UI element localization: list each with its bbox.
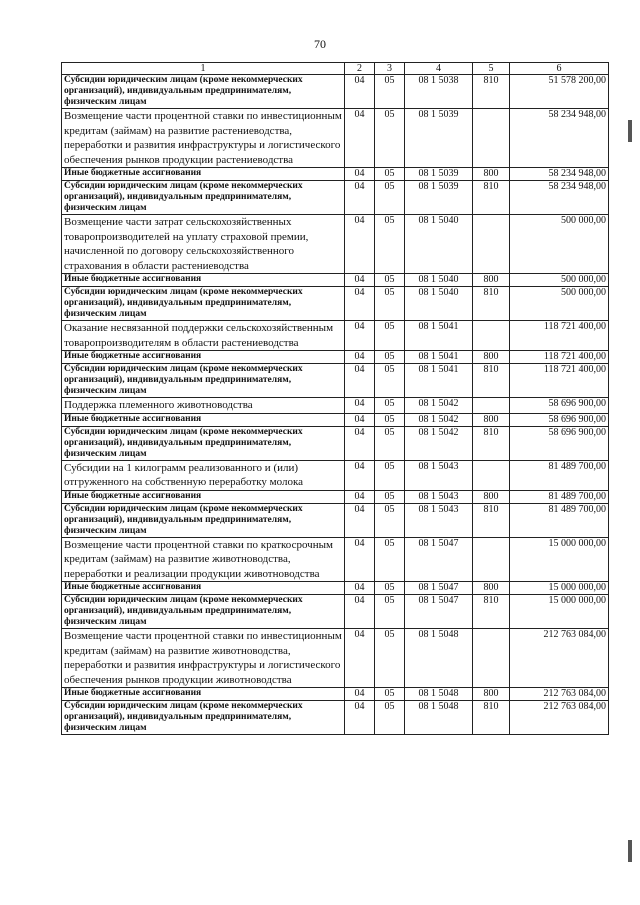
budget-table: [61, 62, 609, 735]
amount: 81 489 700,00: [510, 460, 609, 490]
expense-type-code: 800: [473, 351, 510, 364]
section-code: 04: [345, 181, 375, 215]
expense-type-code: 800: [473, 274, 510, 287]
table-row: [62, 490, 609, 503]
item-name: Субсидии юридическим лицам (кроме некоммерческих организаций), индивидуальным предпринимателям, физическим лицам: [62, 287, 345, 321]
target-article-code: 08 1 5043: [405, 503, 473, 537]
expense-type-code: 810: [473, 287, 510, 321]
target-article-code: 08 1 5043: [405, 460, 473, 490]
target-article-code: 08 1 5039: [405, 109, 473, 168]
amount: 58 234 948,00: [510, 109, 609, 168]
target-article-code: 08 1 5048: [405, 701, 473, 735]
table-row: [62, 75, 609, 109]
subsection-code: 05: [375, 701, 405, 735]
target-article-code: 08 1 5040: [405, 274, 473, 287]
target-article-code: 08 1 5047: [405, 582, 473, 595]
subsection-code: 05: [375, 537, 405, 582]
table-row: [62, 398, 609, 414]
expense-type-code: 800: [473, 413, 510, 426]
item-name: Оказание несвязанной поддержки сельскохозяйственным товаропроизводителям в области растениеводства: [62, 321, 345, 351]
target-article-code: 08 1 5041: [405, 364, 473, 398]
expense-type-code: 810: [473, 426, 510, 460]
table-row: [62, 287, 609, 321]
section-code: 04: [345, 321, 375, 351]
subsection-code: 05: [375, 426, 405, 460]
section-code: 04: [345, 490, 375, 503]
column-number: 2: [345, 63, 375, 75]
expense-type-code: 800: [473, 490, 510, 503]
budget-table-body: [62, 63, 609, 735]
expense-type-code: 810: [473, 701, 510, 735]
amount: 118 721 400,00: [510, 351, 609, 364]
column-number: 4: [405, 63, 473, 75]
scan-edge-mark: [628, 120, 632, 142]
section-code: 04: [345, 413, 375, 426]
section-code: 04: [345, 426, 375, 460]
subsection-code: 05: [375, 595, 405, 629]
section-code: 04: [345, 688, 375, 701]
table-row: [62, 413, 609, 426]
item-name: Иные бюджетные ассигнования: [62, 413, 345, 426]
target-article-code: 08 1 5042: [405, 426, 473, 460]
subsection-code: 05: [375, 287, 405, 321]
amount: 58 234 948,00: [510, 181, 609, 215]
target-article-code: 08 1 5038: [405, 75, 473, 109]
item-name: Иные бюджетные ассигнования: [62, 351, 345, 364]
amount: 15 000 000,00: [510, 595, 609, 629]
subsection-code: 05: [375, 629, 405, 688]
table-row: [62, 351, 609, 364]
expense-type-code: 810: [473, 364, 510, 398]
item-name: Иные бюджетные ассигнования: [62, 688, 345, 701]
subsection-code: 05: [375, 75, 405, 109]
target-article-code: 08 1 5040: [405, 215, 473, 274]
table-row: [62, 109, 609, 168]
target-article-code: 08 1 5041: [405, 351, 473, 364]
table-row: [62, 595, 609, 629]
page-number: 70: [314, 37, 326, 51]
amount: 212 763 084,00: [510, 629, 609, 688]
item-name: Субсидии юридическим лицам (кроме некоммерческих организаций), индивидуальным предпринимателям, физическим лицам: [62, 75, 345, 109]
expense-type-code: 810: [473, 595, 510, 629]
amount: 58 696 900,00: [510, 413, 609, 426]
target-article-code: 08 1 5048: [405, 688, 473, 701]
section-code: 04: [345, 75, 375, 109]
column-number: 5: [473, 63, 510, 75]
section-code: 04: [345, 503, 375, 537]
expense-type-code: 810: [473, 503, 510, 537]
subsection-code: 05: [375, 503, 405, 537]
column-number: 1: [62, 63, 345, 75]
target-article-code: 08 1 5039: [405, 181, 473, 215]
section-code: 04: [345, 364, 375, 398]
amount: 81 489 700,00: [510, 490, 609, 503]
amount: 81 489 700,00: [510, 503, 609, 537]
item-name: Возмещение части процентной ставки по инвестиционным кредитам (займам) на развитие растениеводства, переработки и развития инфраструктуры и логистического обеспечения рынков продукции растениеводства: [62, 109, 345, 168]
section-code: 04: [345, 537, 375, 582]
item-name: Субсидии юридическим лицам (кроме некоммерческих организаций), индивидуальным предпринимателям, физическим лицам: [62, 426, 345, 460]
table-row: [62, 537, 609, 582]
item-name: Субсидии юридическим лицам (кроме некоммерческих организаций), индивидуальным предпринимателям, физическим лицам: [62, 503, 345, 537]
amount: 500 000,00: [510, 215, 609, 274]
table-row: [62, 688, 609, 701]
expense-type-code: [473, 215, 510, 274]
column-number: 6: [510, 63, 609, 75]
target-article-code: 08 1 5042: [405, 413, 473, 426]
target-article-code: 08 1 5042: [405, 398, 473, 414]
section-code: 04: [345, 274, 375, 287]
subsection-code: 05: [375, 215, 405, 274]
amount: 51 578 200,00: [510, 75, 609, 109]
amount: 500 000,00: [510, 274, 609, 287]
expense-type-code: 810: [473, 181, 510, 215]
table-row: [62, 701, 609, 735]
amount: 15 000 000,00: [510, 537, 609, 582]
expense-type-code: 800: [473, 582, 510, 595]
target-article-code: 08 1 5041: [405, 321, 473, 351]
amount: 212 763 084,00: [510, 688, 609, 701]
expense-type-code: [473, 629, 510, 688]
amount: 118 721 400,00: [510, 364, 609, 398]
column-number: 3: [375, 63, 405, 75]
target-article-code: 08 1 5047: [405, 595, 473, 629]
table-row: [62, 629, 609, 688]
section-code: 04: [345, 398, 375, 414]
item-name: Возмещение части процентной ставки по инвестиционным кредитам (займам) на развитие животноводства, переработки и развития инфраструктуры и логистического обеспечения рынков продукции животноводства: [62, 629, 345, 688]
table-row: [62, 168, 609, 181]
section-code: 04: [345, 595, 375, 629]
scan-edge-mark: [628, 840, 632, 862]
amount: 212 763 084,00: [510, 701, 609, 735]
expense-type-code: 810: [473, 75, 510, 109]
subsection-code: 05: [375, 168, 405, 181]
table-row: [62, 274, 609, 287]
section-code: 04: [345, 287, 375, 321]
item-name: Возмещение части затрат сельскохозяйственных товаропроизводителей на уплату страховой премии, начисленной по договору сельскохозяйственного страхования в области растениеводства: [62, 215, 345, 274]
expense-type-code: [473, 537, 510, 582]
item-name: Иные бюджетные ассигнования: [62, 582, 345, 595]
subsection-code: 05: [375, 181, 405, 215]
section-code: 04: [345, 460, 375, 490]
subsection-code: 05: [375, 413, 405, 426]
amount: 58 234 948,00: [510, 168, 609, 181]
item-name: Субсидии юридическим лицам (кроме некоммерческих организаций), индивидуальным предпринимателям, физическим лицам: [62, 701, 345, 735]
item-name: Субсидии юридическим лицам (кроме некоммерческих организаций), индивидуальным предпринимателям, физическим лицам: [62, 595, 345, 629]
item-name: Возмещение части процентной ставки по краткосрочным кредитам (займам) на развитие животноводства, переработки и реализации продукции животноводства: [62, 537, 345, 582]
amount: 15 000 000,00: [510, 582, 609, 595]
item-name: Иные бюджетные ассигнования: [62, 274, 345, 287]
subsection-code: 05: [375, 274, 405, 287]
table-row: [62, 503, 609, 537]
table-row: [62, 426, 609, 460]
subsection-code: 05: [375, 490, 405, 503]
column-number-row: [62, 63, 609, 75]
target-article-code: 08 1 5048: [405, 629, 473, 688]
subsection-code: 05: [375, 321, 405, 351]
subsection-code: 05: [375, 109, 405, 168]
section-code: 04: [345, 701, 375, 735]
item-name: Поддержка племенного животноводства: [62, 398, 345, 414]
target-article-code: 08 1 5043: [405, 490, 473, 503]
expense-type-code: [473, 321, 510, 351]
section-code: 04: [345, 351, 375, 364]
table-row: [62, 215, 609, 274]
section-code: 04: [345, 109, 375, 168]
table-row: [62, 181, 609, 215]
expense-type-code: 800: [473, 688, 510, 701]
section-code: 04: [345, 629, 375, 688]
section-code: 04: [345, 168, 375, 181]
amount: 58 696 900,00: [510, 426, 609, 460]
target-article-code: 08 1 5039: [405, 168, 473, 181]
item-name: Субсидии юридическим лицам (кроме некоммерческих организаций), индивидуальным предпринимателям, физическим лицам: [62, 181, 345, 215]
expense-type-code: [473, 398, 510, 414]
item-name: Субсидии юридическим лицам (кроме некоммерческих организаций), индивидуальным предпринимателям, физическим лицам: [62, 364, 345, 398]
table-row: [62, 321, 609, 351]
target-article-code: 08 1 5047: [405, 537, 473, 582]
expense-type-code: [473, 109, 510, 168]
subsection-code: 05: [375, 398, 405, 414]
table-row: [62, 364, 609, 398]
subsection-code: 05: [375, 364, 405, 398]
table-row: [62, 582, 609, 595]
amount: 500 000,00: [510, 287, 609, 321]
amount: 118 721 400,00: [510, 321, 609, 351]
subsection-code: 05: [375, 460, 405, 490]
subsection-code: 05: [375, 582, 405, 595]
section-code: 04: [345, 215, 375, 274]
item-name: Субсидии на 1 килограмм реализованного и (или) отгруженного на собственную переработку молока: [62, 460, 345, 490]
table-row: [62, 460, 609, 490]
expense-type-code: [473, 460, 510, 490]
section-code: 04: [345, 582, 375, 595]
item-name: Иные бюджетные ассигнования: [62, 490, 345, 503]
subsection-code: 05: [375, 351, 405, 364]
item-name: Иные бюджетные ассигнования: [62, 168, 345, 181]
expense-type-code: 800: [473, 168, 510, 181]
amount: 58 696 900,00: [510, 398, 609, 414]
target-article-code: 08 1 5040: [405, 287, 473, 321]
subsection-code: 05: [375, 688, 405, 701]
